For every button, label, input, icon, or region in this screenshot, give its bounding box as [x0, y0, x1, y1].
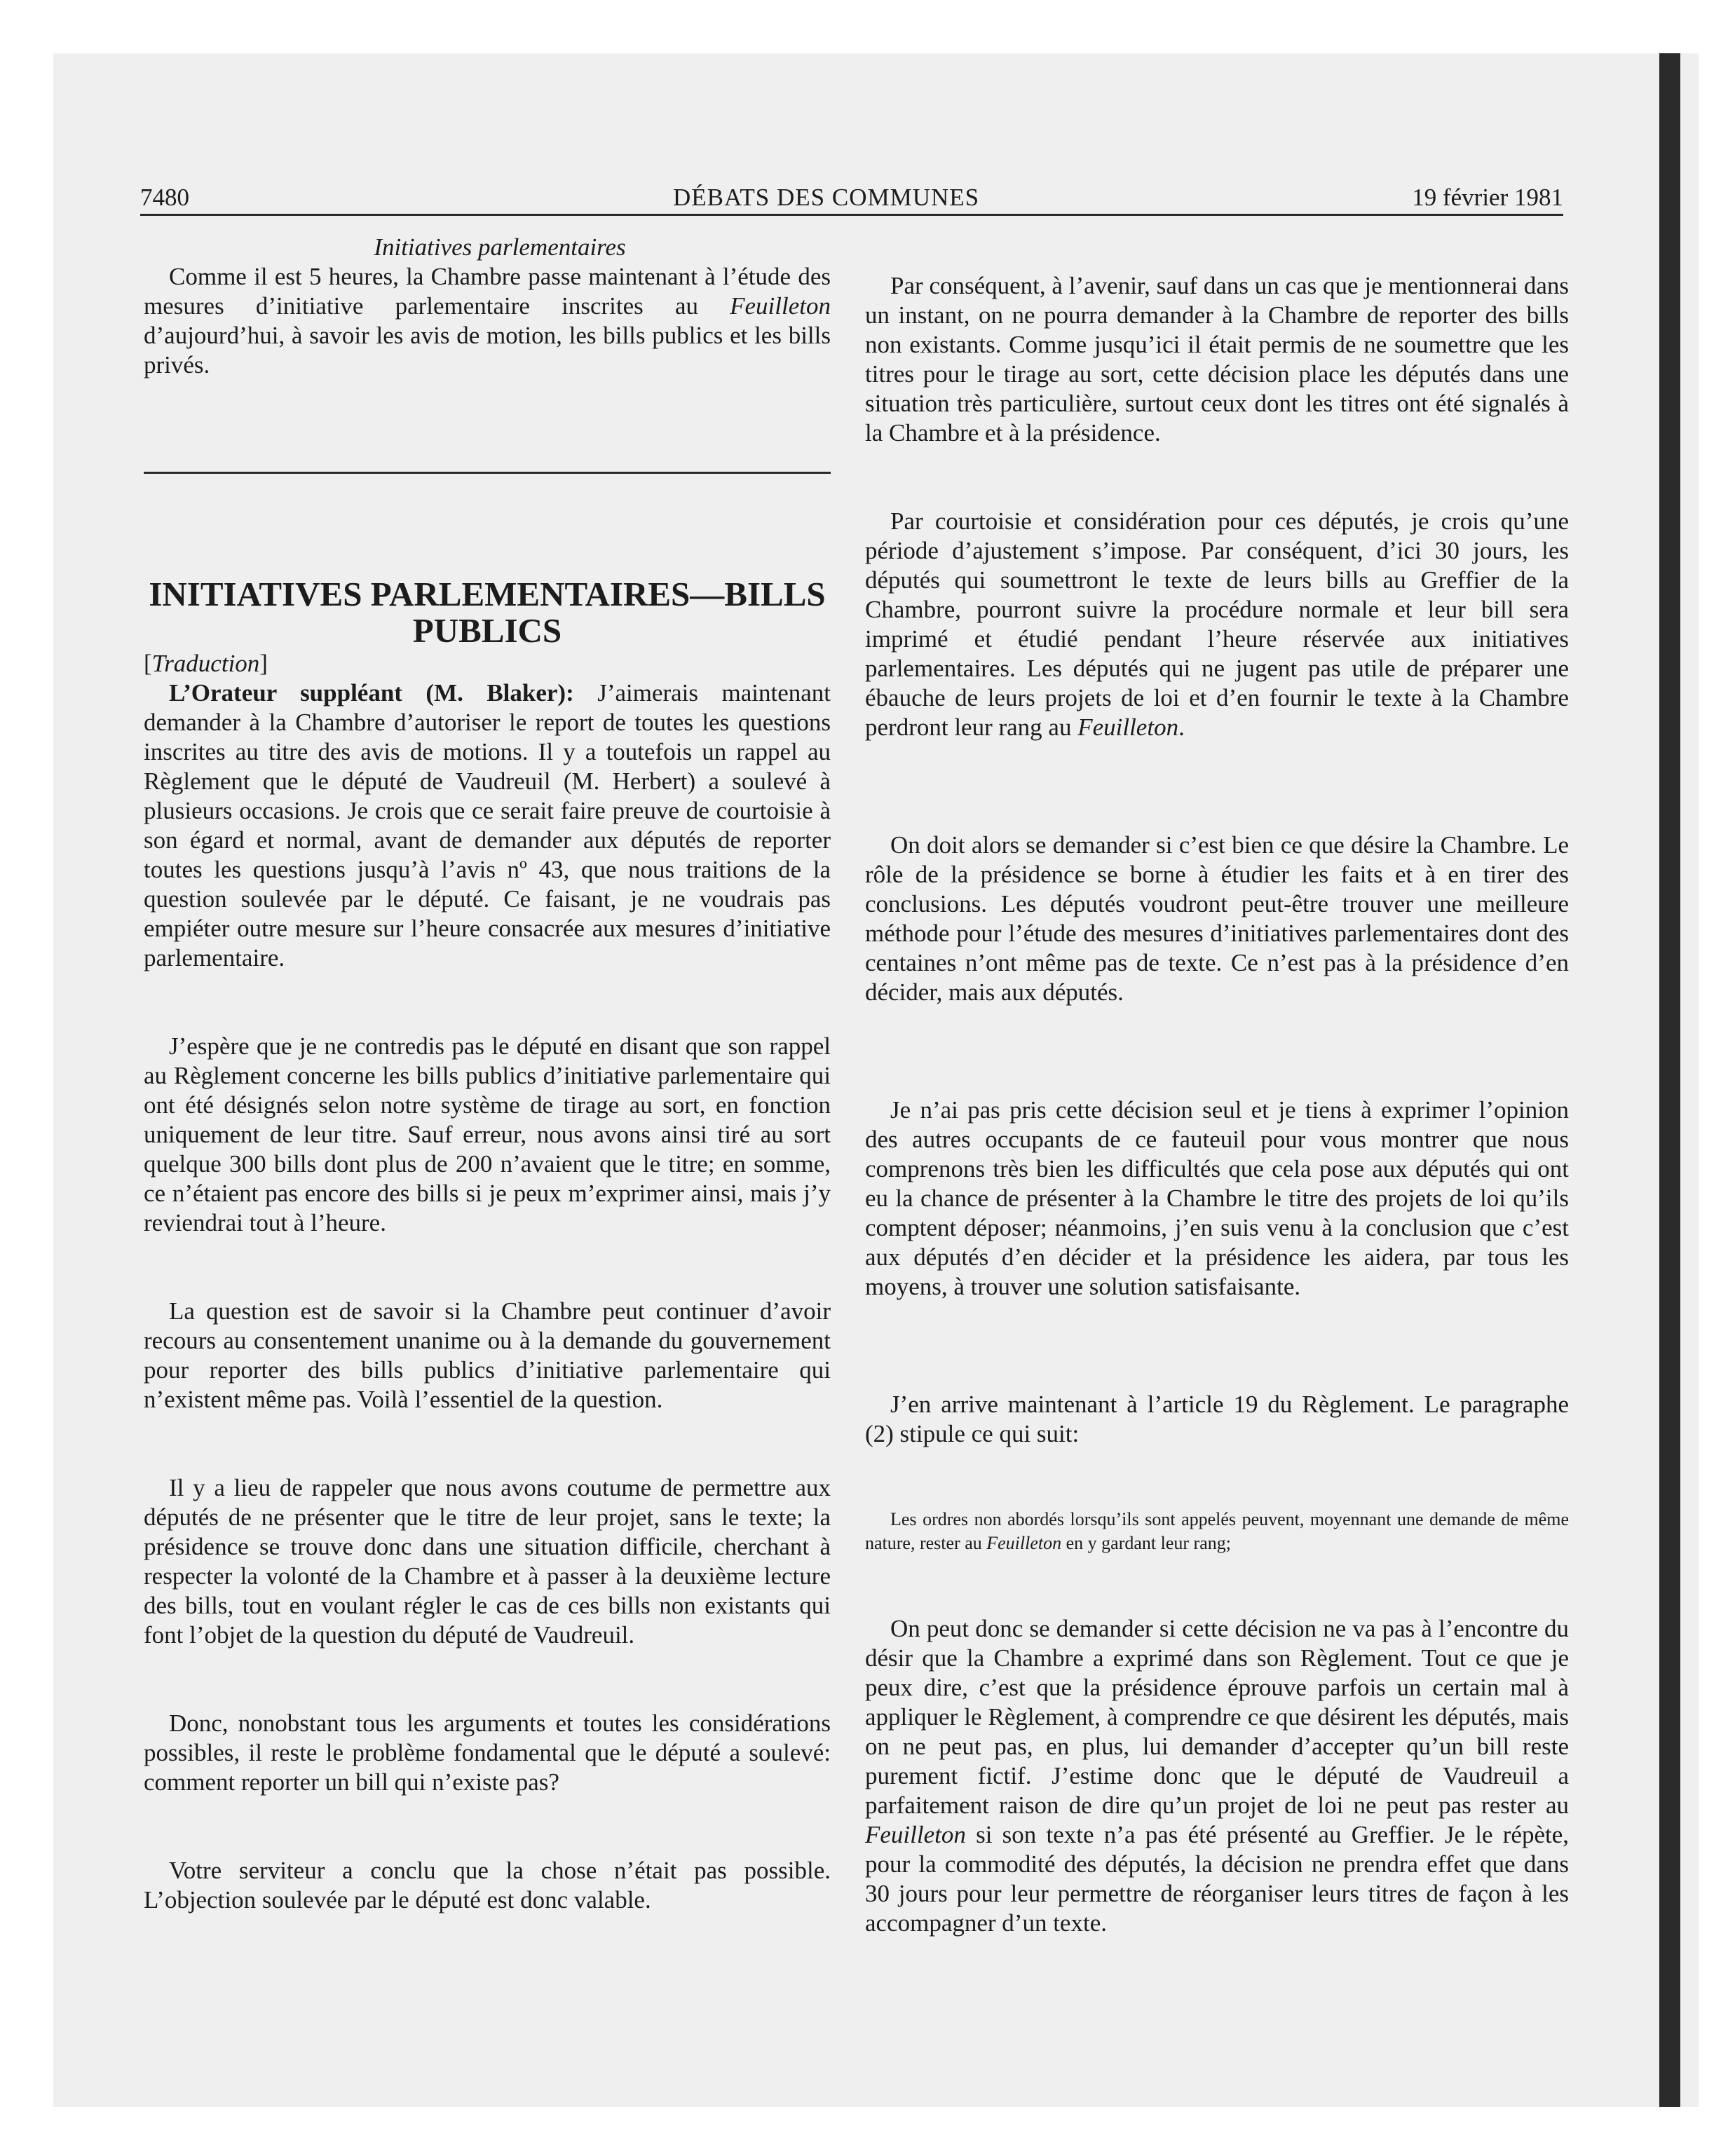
text-run: .	[1178, 714, 1185, 741]
paragraph: J’en arrive maintenant à l’article 19 du Règlement. Le paragraphe (2) stipule ce qui suit:	[865, 1391, 1569, 1447]
speaker-name: L’Orateur suppléant (M. Blaker):	[169, 679, 574, 707]
text-run: d’aujourd’hui, à savoir les avis de motion, les bills publics et les bills privés.	[144, 322, 831, 378]
paragraph: J’espère que je ne contredis pas le député en disant que son rappel au Règlement concerne les bills publics d’initiative parlementaire qui ont été désignés selon notre système de tirage au sort, en fonction uniquement de leur titre. Sauf erreur, nous avons ainsi tiré au sort quelque 300 bills dont plus de 200 n’avaient que le titre; en somme, ce n’étaient pas encore des bills si je peux m’exprimer ainsi, mais j’y reviendrai tout à l’heure.	[144, 1032, 831, 1236]
text-run: Comme il est 5 heures, la Chambre passe maintenant à l’étude des mesures d’initiative parlementaire inscrites au	[144, 263, 831, 320]
bracket: ]	[259, 650, 268, 677]
paragraph: Il y a lieu de rappeler que nous avons coutume de permettre aux députés de ne présenter que le titre de leur projet, sans le texte; la présidence se trouve donc dans une situation difficile, cherchant à respecter la volonté de la Chambre et à passer à la deuxième lecture des bills, tout en voulant régler le cas de ces bills non existants qui font l’objet de la question du député de Vaudreuil.	[144, 1474, 831, 1649]
running-title: DÉBATS DES COMMUNES	[673, 184, 980, 211]
bracket: [	[144, 650, 152, 677]
paragraph: Donc, nonobstant tous les arguments et toutes les considérations possibles, il reste le problème fondamental que le député a soulevé: comment reporter un bill qui n’existe pas?	[144, 1710, 831, 1796]
paragraph: Je n’ai pas pris cette décision seul et je tiens à exprimer l’opinion des autres occupants de ce fauteuil pour vous montrer que nous comprenons très bien les difficultés que cela pose aux députés qui ont eu la chance de présenter à la Chambre le titre des projets de loi qu’ils comptent déposer; néanmoins, j’en suis venu à la conclusion que c’est aux députés d’en décider et la présidence les aidera, par tous les moyens, à trouver une solution satisfaisante.	[865, 1096, 1569, 1300]
paragraph	[144, 262, 831, 380]
translation-note	[144, 649, 831, 678]
right-column	[865, 271, 1569, 1938]
section-subheading: Initiatives parlementaires	[374, 233, 626, 261]
paragraph	[144, 678, 831, 973]
italic-run: Feuilleton	[1077, 714, 1179, 741]
paragraph: Votre serviteur a conclu que la chose n’était pas possible. L’objection soulevée par le député est donc valable.	[144, 1857, 831, 1913]
section-rule	[144, 472, 831, 474]
page-number: 7480	[140, 184, 189, 211]
text-run: Les ordres non abordés lorsqu’ils sont appelés peuvent, moyennant une demande de même nature, rester au	[865, 1509, 1569, 1553]
italic-run: Feuilleton	[986, 1533, 1062, 1553]
text-run: si son texte n’a pas été présenté au Greffier. Je le répète, pour la commodité des députés, la décision ne prendra effet que dans 30 jours pour leur permettre de réorganiser leurs titres de façon à les accompagner d’un texte.	[865, 1821, 1569, 1937]
section-heading: INITIATIVES PARLEMENTAIRES—BILLS PUBLICS	[149, 575, 826, 650]
italic-run: Feuilleton	[730, 292, 831, 320]
italic-run: Feuilleton	[865, 1821, 966, 1848]
rule-quote	[865, 1508, 1569, 1555]
left-column	[144, 233, 831, 1915]
paragraph: Par conséquent, à l’avenir, sauf dans un cas que je mentionnerai dans un instant, on ne pourra demander à la Chambre de reporter des bills non existants. Comme jusqu’ici il était permis de ne soumettre que les titres pour le tirage au sort, cette décision place les députés dans une situation très particulière, surtout ceux dont les titres ont été signalés à la Chambre et à la présidence.	[865, 272, 1569, 446]
paragraph: La question est de savoir si la Chambre peut continuer d’avoir recours au consentement unanime ou à la demande du gouvernement pour reporter des bills publics d’initiative parlementaire qui n’existent même pas. Voilà l’essentiel de la question.	[144, 1297, 831, 1413]
text-run: en y gardant leur rang;	[1061, 1533, 1231, 1553]
paragraph	[865, 507, 1569, 742]
paragraph: On doit alors se demander si c’est bien ce que désire la Chambre. Le rôle de la présidence se borne à étudier les faits et à en tirer des conclusions. Les députés voudront peut-être trouver une meilleure méthode pour l’étude des mesures d’initiatives parlementaires dont des centaines n’ont même pas de texte. Ce n’est pas à la présidence d’en décider, mais aux députés.	[865, 831, 1569, 1006]
text-run: Par courtoisie et considération pour ces députés, je crois qu’une période d’ajustement s’impose. Par conséquent, d’ici 30 jours, les députés qui soumettront le texte de leurs bills au Greffier de la Chambre, pourront suivre la procédure normale et leur bill sera imprimé et étudié pendant l’heure réservée aux initiatives parlementaires. Les députés qui ne jugent pas utile de préparer une ébauche de leurs projets de loi et d’en fournir le texte à la Chambre perdront leur rang au	[865, 507, 1569, 741]
scan-edge-band	[1659, 53, 1680, 2107]
translation-label: Traduction	[151, 650, 260, 677]
page-date: 19 février 1981	[1412, 184, 1563, 211]
text-run: J’aimerais maintenant demander à la Chambre d’autoriser le report de toutes les questions inscrites au titre des avis de motions. Il y a toutefois un rappel au Règlement que le député de Vaudreuil (M. Herbert) a soulevé à plusieurs occasions. Je crois que ce serait faire preuve de courtoisie à son égard et normal, avant de demander aux députés de reporter toutes les questions jusqu’à l’avis nº 43, que nous traitions de la question soulevée par le député. Ce faisant, je ne voudrais pas empiéter outre mesure sur l’heure consacrée aux mesures d’initiative parlementaire.	[144, 679, 831, 971]
text-run: On peut donc se demander si cette décision ne va pas à l’encontre du désir que la Chambre a exprimé dans son Règlement. Tout ce que je peux dire, c’est que la présidence éprouve parfois un certain mal à appliquer le Règlement, à comprendre ce que désirent les députés, mais on ne peut pas, en plus, lui demander d’accepter qu’un bill reste purement fictif. J’estime donc que le député de Vaudreuil a parfaitement raison de dire qu’un projet de loi ne peut pas rester au	[865, 1615, 1569, 1819]
header-rule	[140, 214, 1563, 216]
paragraph	[865, 1614, 1569, 1938]
